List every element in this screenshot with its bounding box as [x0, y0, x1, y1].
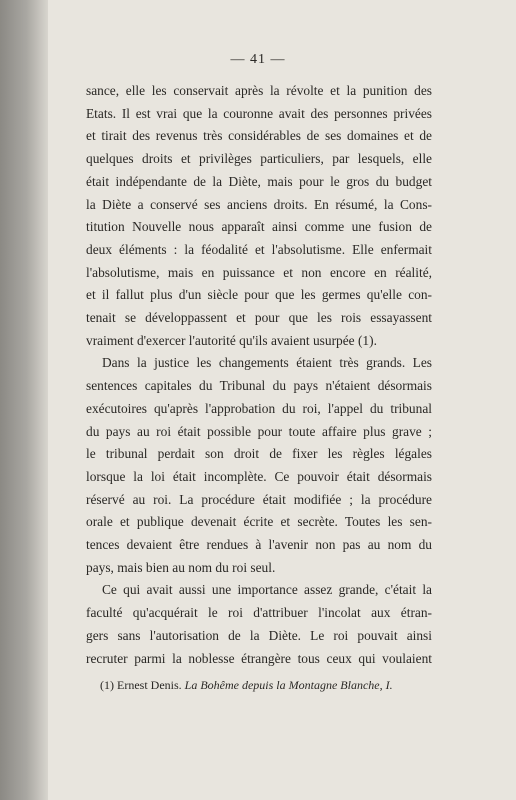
text-line: vraiment d'exercer l'autorité qu'ils avaient usurpée (1). — [86, 332, 377, 348]
paragraph — [86, 352, 432, 579]
text-line: sance, elle les conservait après la révolte et la punition des — [86, 83, 432, 98]
text-line: la Diète a conservé ses anciens droits. En résumé, la Cons- — [86, 196, 432, 212]
text-line: sentences capitales du Tribunal du pays n'étaient désormais — [86, 378, 432, 394]
text-line: était indépendante de la Diète, mais pour le gros du budget — [86, 173, 432, 189]
text-line: et il fallut plus d'un siècle pour que les germes qu'elle con- — [86, 287, 432, 303]
text-line: l'absolutisme, mais en puissance et non encore en réalité, — [86, 264, 432, 280]
text-line: du pays au roi était possible pour toute affaire plus grave ; — [86, 423, 432, 439]
page-number: — 41 — — [230, 52, 286, 67]
text-line: Ce qui avait aussi une importance assez grande, c'était la — [102, 582, 432, 598]
paragraph — [86, 579, 432, 670]
text-line: Etats. Il est vrai que la couronne avait des personnes privées — [86, 105, 432, 121]
footnote — [100, 678, 393, 693]
text-line: lorsque la loi était incomplète. Ce pouvoir était désormais — [86, 468, 432, 484]
body-text — [86, 80, 432, 670]
text-line: exécutoires qu'après l'approbation du roi, l'appel du tribunal — [86, 400, 432, 416]
page-gutter-shadow — [0, 0, 48, 800]
footnote-title: La Bohême depuis la Montagne Blanche, I. — [184, 678, 393, 692]
text-line: et tirait des revenus très considérables de ses domaines et de — [86, 128, 432, 144]
text-line: pays, mais bien au nom du roi seul. — [86, 559, 276, 575]
text-line: gers sans l'autorisation de la Diète. Le roi pouvait ainsi — [86, 627, 432, 643]
text-line: quelques droits et privilèges particuliers, par lesquels, elle — [86, 151, 432, 167]
text-line: tences devaient être rendues à l'avenir non pas au nom du — [86, 537, 432, 553]
text-line: réservé au roi. La procédure était modifiée ; la procédure — [86, 491, 432, 507]
text-line: orale et publique devenait écrite et secrète. Toutes les sen- — [86, 514, 432, 530]
text-line: faculté qu'acquérait le roi d'attribuer l'incolat aux étran- — [86, 605, 432, 621]
footnote-reference: (1) Ernest Denis. — [100, 678, 182, 692]
text-line: Dans la justice les changements étaient très grands. Les — [102, 355, 432, 371]
text-line: deux éléments : la féodalité et l'absolutisme. Elle enfermait — [86, 241, 432, 257]
paragraph — [86, 80, 432, 352]
text-line: recruter parmi la noblesse étrangère tous ceux qui voulaient — [86, 650, 432, 666]
text-line: le tribunal perdait son droit de fixer les règles légales — [86, 446, 432, 462]
text-line: tenait se développassent et pour que les rois essayassent — [86, 310, 432, 326]
text-line: titution Nouvelle nous apparaît ainsi comme une fusion de — [86, 219, 432, 235]
